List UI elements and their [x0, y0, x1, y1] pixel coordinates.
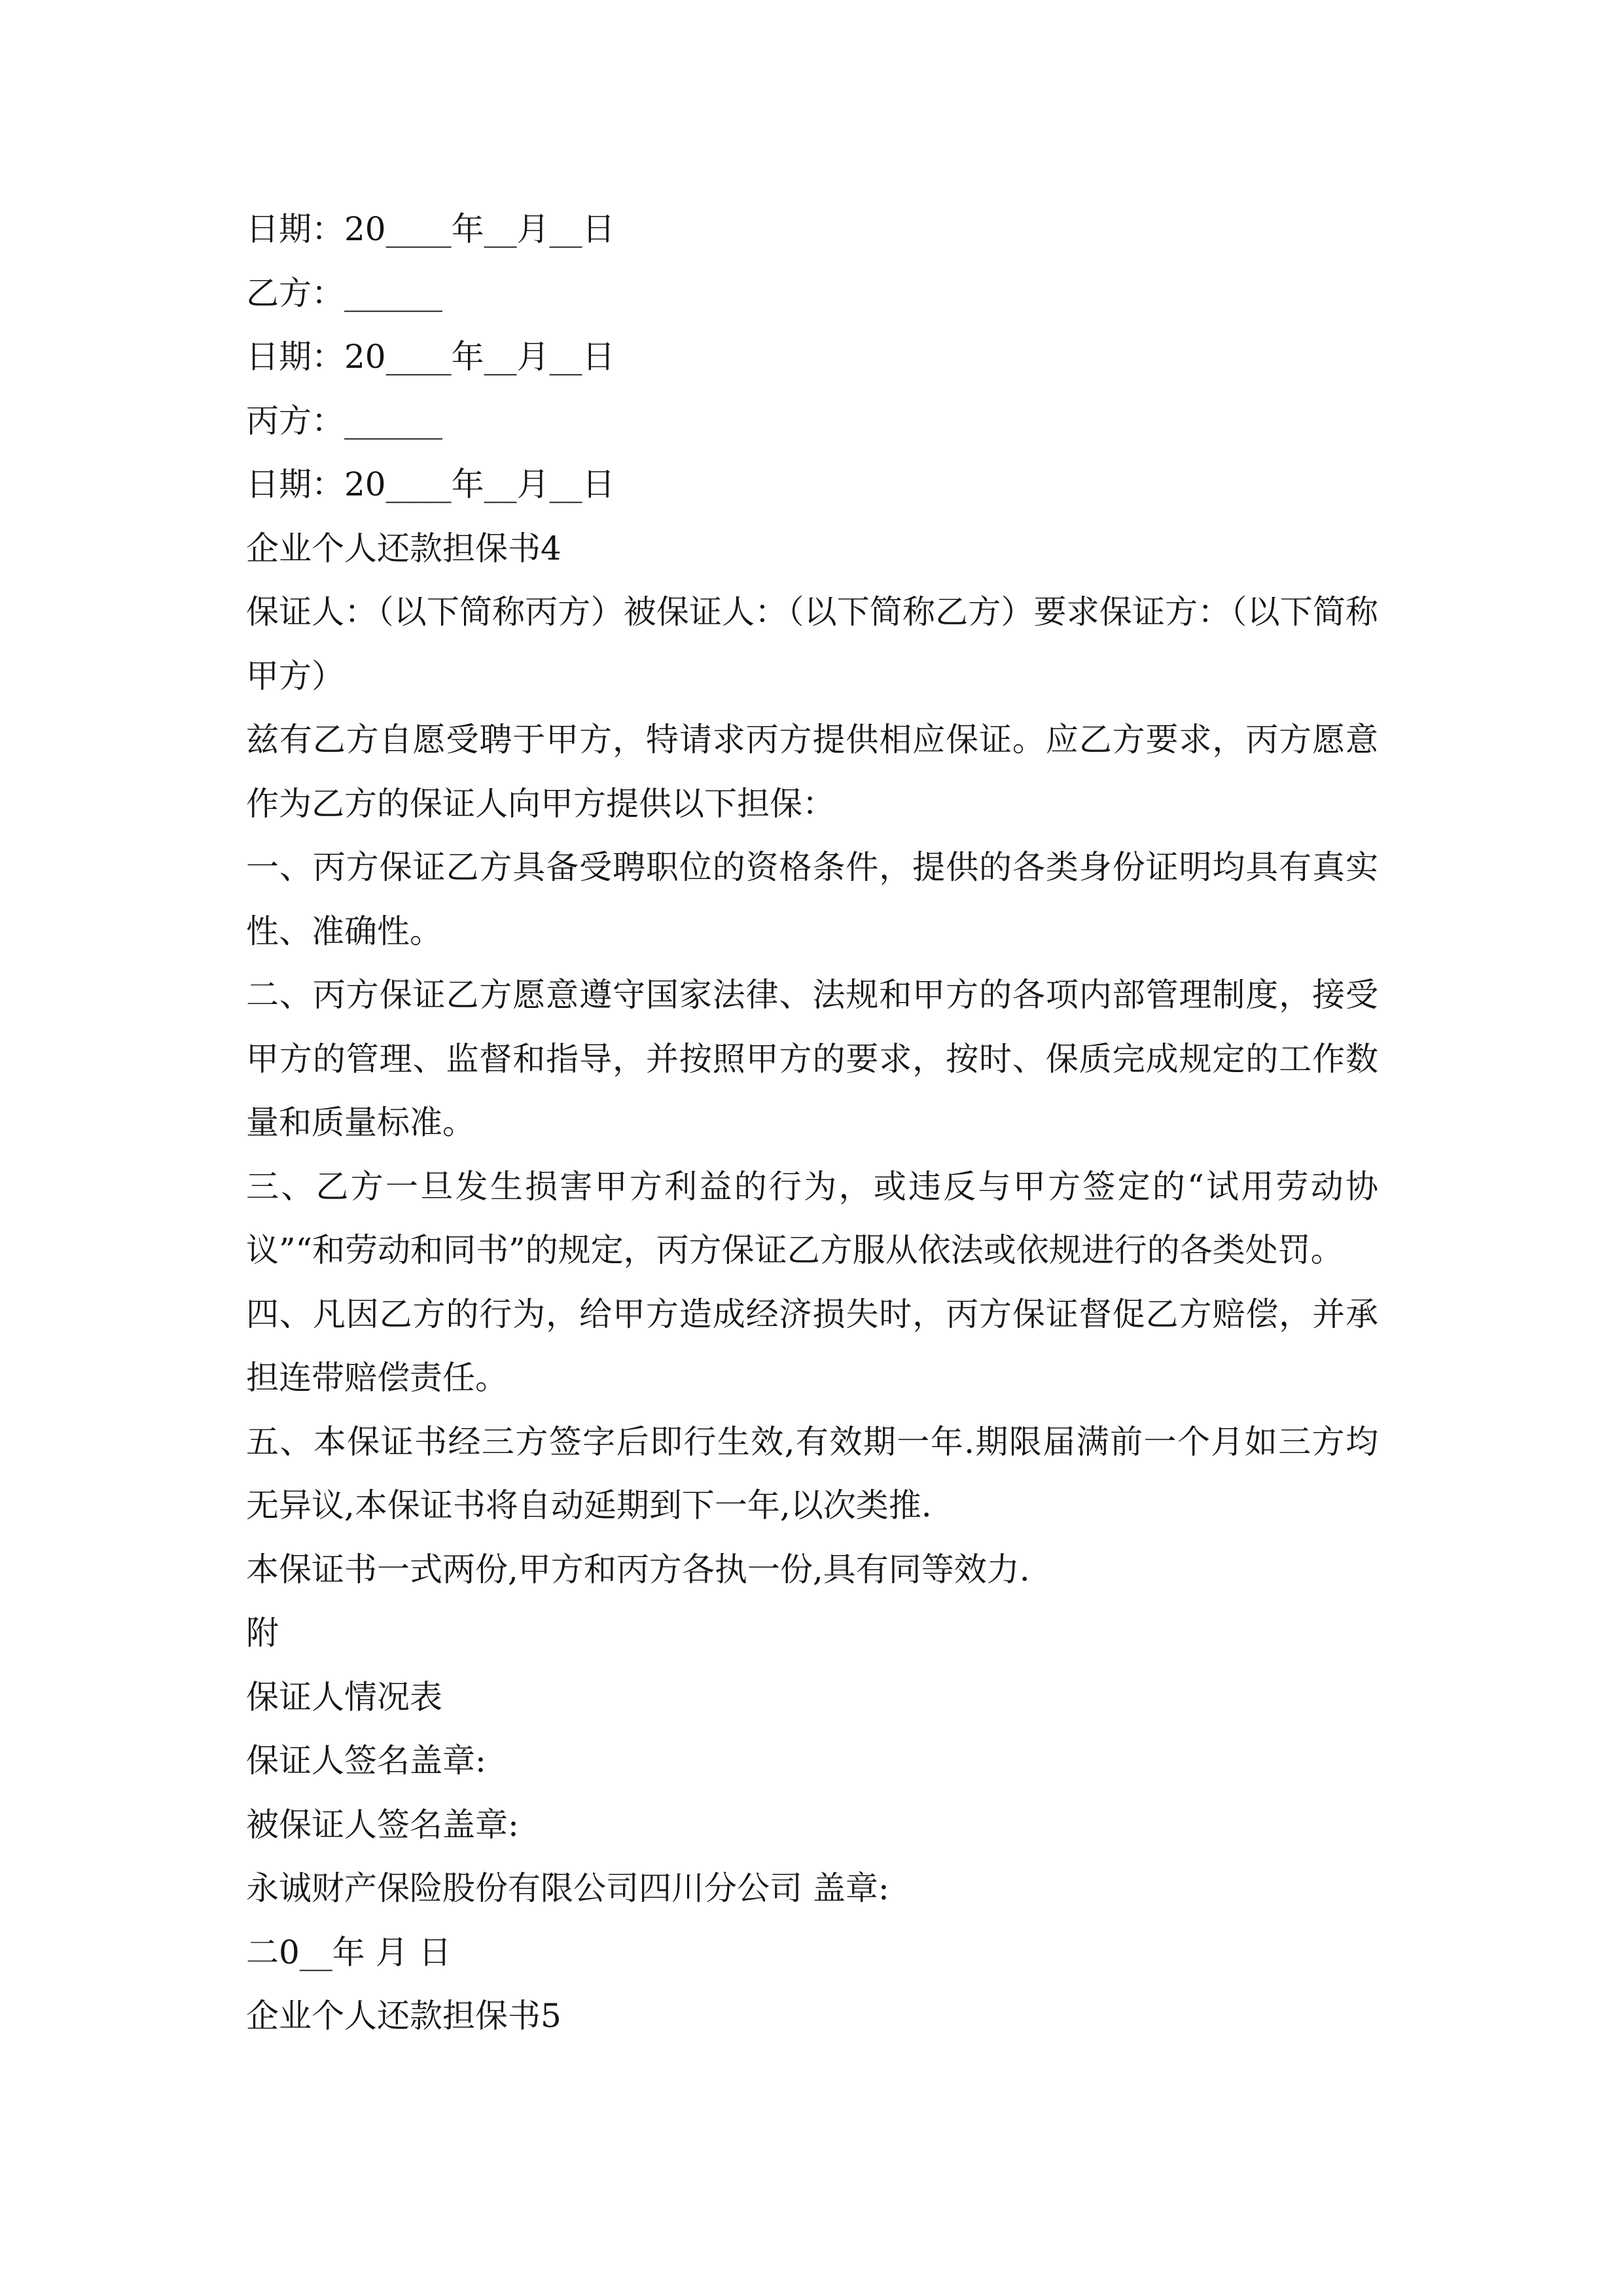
- date-line-1: 日期：20____年__月__日: [246, 210, 615, 248]
- party-b-line: 乙方：______: [246, 274, 442, 312]
- clause-3: 三、乙方一旦发生损害甲方利益的行为，或违反与甲方签定的“试用劳动协议”“和劳动和同书”的规定，丙方保证乙方服从依法或依规进行的各类处罚。: [246, 1167, 1378, 1269]
- clause-1: 一、丙方保证乙方具备受聘职位的资格条件，提供的各类身份证明均具有真实性、准确性。: [246, 848, 1378, 950]
- clause-2: 二、丙方保证乙方愿意遵守国家法律、法规和甲方的各项内部管理制度，接受甲方的管理、监督和指导，并按照甲方的要求，按时、保质完成规定的工作数量和质量标准。: [246, 976, 1378, 1141]
- document-body: [246, 198, 1378, 2049]
- appendix-label: 附: [246, 1614, 279, 1652]
- section-title-4: 企业个人还款担保书4: [246, 529, 562, 567]
- guarantor-info-table-title: 保证人情况表: [246, 1677, 442, 1716]
- intro-paragraph: 兹有乙方自愿受聘于甲方，特请求丙方提供相应保证。应乙方要求，丙方愿意作为乙方的保证人向甲方提供以下担保：: [246, 721, 1378, 823]
- party-c-line: 丙方：______: [246, 401, 442, 440]
- date-line-4: 二0__年 月 日: [246, 1933, 452, 1971]
- guaranteed-signature-line: 被保证人签名盖章:: [246, 1805, 519, 1844]
- date-line-3: 日期：20____年__月__日: [246, 465, 615, 503]
- section-title-5: 企业个人还款担保书5: [246, 1997, 562, 2035]
- clause-5: 五、本保证书经三方签字后即行生效,有效期一年.期限届满前一个月如三方均无异议,本保证书将自动延期到下一年,以次类推.: [246, 1422, 1378, 1524]
- date-line-2: 日期：20____年__月__日: [246, 338, 615, 376]
- guarantor-signature-line: 保证人签名盖章:: [246, 1742, 486, 1780]
- clause-4: 四、凡因乙方的行为，给甲方造成经济损失时，丙方保证督促乙方赔偿，并承担连带赔偿责任。: [246, 1295, 1378, 1397]
- company-seal-line: 永诚财产保险股份有限公司四川分公司 盖章:: [246, 1869, 889, 1907]
- copies-statement: 本保证书一式两份,甲方和丙方各执一份,具有同等效力.: [246, 1550, 1030, 1588]
- parties-definition-paragraph: 保证人：（以下简称丙方）被保证人：（以下简称乙方）要求保证方：（以下简称甲方）: [246, 593, 1378, 695]
